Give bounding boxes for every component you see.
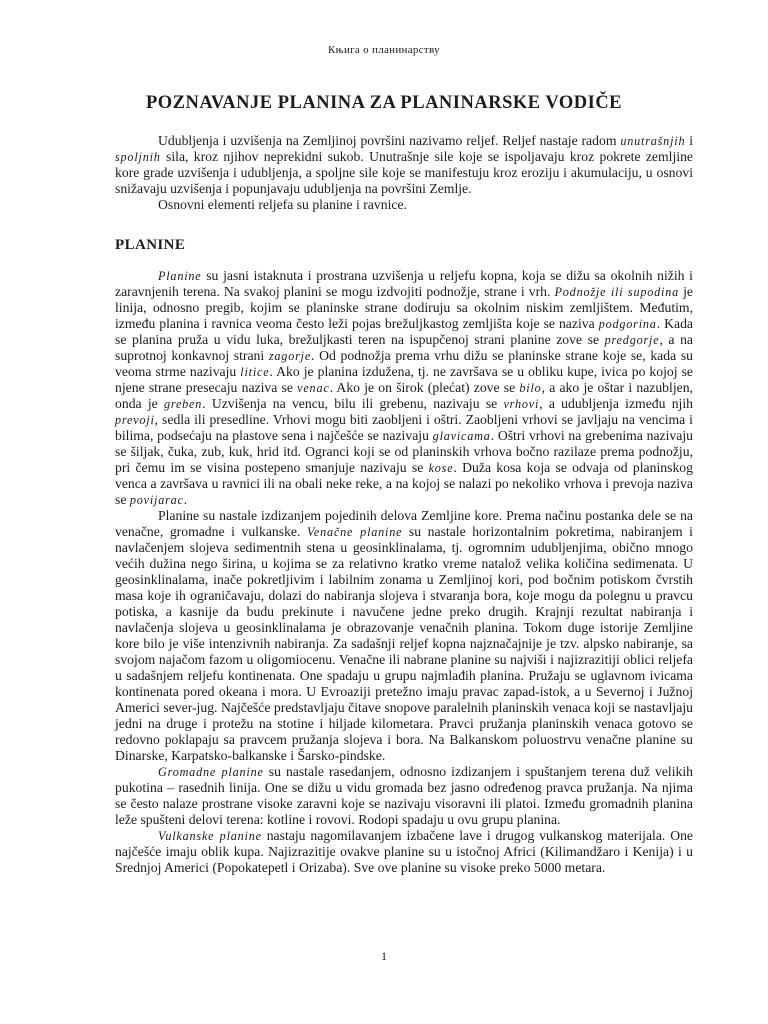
italic-term: vrhovi [503,397,540,411]
text-run: . Od podnožja prema vrhu dižu se planinske strane koje se, kada su veoma strme nazivaju [115,348,693,379]
italic-term: spoljnih [115,150,161,164]
text-run: . Ako je on širok (plećat) zove se [329,380,520,395]
text-run: . Uzvišenja na vencu, bilu ili grebenu, nazivaju se [202,396,504,411]
italic-term: povijarac [129,493,184,507]
italic-term: Gromadne planine [158,765,264,779]
text-run: i [685,133,693,148]
text-run: je linija, odnosno pregib, kojim se planinske strane dodiruju sa okolnim niskim zemljištem. Međutim, između planina i ravnica veoma često leži pojas brežuljkastog zemljišta koje se naziva [115,284,693,331]
italic-term: Podnožje ili supodina [554,285,680,299]
italic-term: Planine [158,269,202,283]
italic-term: prevoji [115,413,155,427]
text-run: su jasni istaknuta i prostrana uzvišenja u reljefu kopna, koja se dižu sa okolnih nižih i zaravnjenih terena. Na svakoj planini se mogu izdvojiti podnožje, strane i vrh. [115,268,693,299]
text-run: nastaju nagomilavanjem izbačene lave i drugog vulkanskog materijala. One najčešće imaju oblik kupa. Najizrazitije ovakve planine su u istočnoj Africi (Kilimandžaro i Kenija) i u Srednjoj Americi (Popokatepetl i Orizaba). Sve ove planine su visoke preko 5000 metara. [115,828,693,875]
intro-paragraph-1 [115,133,693,197]
text-run: , sedla ili presedline. Vrhovi mogu biti zaobljeni i oštri. Zaobljeni vrhovi se javljaju na vencima i bilima, podsećaju na plastove sena i najčešće se nazivaju [115,412,693,443]
planine-paragraph-1 [115,268,693,508]
text-run: , a na suprotnoj konkavnoj strani [115,332,693,363]
italic-term: bilo [519,381,542,395]
italic-term: unutrašnjih [620,134,686,148]
section-heading: PLANINE [115,237,186,253]
italic-term: glavicama [432,429,491,443]
italic-term: zagorje [268,349,312,363]
intro-paragraph-2 [115,197,693,213]
intro-block [115,133,693,213]
planine-paragraph-4 [115,828,693,876]
planine-paragraph-3 [115,764,693,828]
text-run: . Duža kosa koja se odvaja od planinskog venca a završava u ravnici ili na obali neke reke, a na kojoj se nalazi po nekoliko vrhova i prevoja naziva se [115,460,693,507]
document-title: POZNAVANJE PLANINA ZA PLANINARSKE VODIČE [145,93,623,113]
italic-term: predgorje [604,333,660,347]
italic-term: Venačne planine [306,525,403,539]
text-run: su nastale horizontalnim pokretima, nabiranjem i navlačenjem slojeva sedimentnih stena u geosinklinalama, tj. ogromnim udubljenjima, obično mnogo većih dužina nego širina, u kojima se za relativno kratko vreme natalož velika količina sedimenata. U geosinklinalama, inače pokretljivim i labilnim zonama u Zemljinoj kori, pod bočnim potiskom čvrstih masa koje ih ograničavaju, dolazi do nabiranja slojeva i stvaranja bora, koje mogu da polegnu u pravcu potiska, a kasnije da budu prekinute i navučene jedne preko drugih. Krajnji rezultat nabiranja i navlačenja slojeva u geosinklinalama je obrazovanje venačnih planina. Tokom duge istorije Zemljine kore bilo je više intenzivnih nabiranja. Za sadašnji reljef kopna najznačajnije je tzv. alpsko nabiranje, sa svojom najačom fazom u oligomiocenu. Venačne ili nabrane planine su najviši i najizrazitiji oblici reljefa u sadašnjem reljefu kontinenata. One spadaju u grupu najmlađih planina. Pružaju se uglavnom ivicama kontinenata pored okeana i mora. U Evroaziji pretežno imaju pravac zapad-istok, a u Severnoj i Južnoj Americi sever-jug. Najčešće predstavljaju čitave snopove paralelnih planinskih venaca koji se nastavljaju jedni na druge i protežu na stotine i hiljade kilometara. Pravci pružanja planinskih venaca gotovo se redovno poklapaju sa pravcem pružanja slojeva i bora. Na Balkanskom poluostrvu venačne planine su Dinarske, Karpatsko-balkanske i Šarsko-pindske. [115,524,693,763]
text-run: Planine su nastale izdizanjem pojedinih delova Zemljine kore. Prema načinu postanka dele se na venačne, gromadne i vulkanske. [115,508,693,539]
italic-term: kose [428,461,454,475]
text-run: . [183,492,188,507]
italic-term: venac [297,381,330,395]
planine-section-body [115,268,693,876]
text-run: , a ako je oštar i nazubljen, onda je [115,380,693,411]
italic-term: litice [240,365,270,379]
text-run: sila, kroz njihov neprekidni sukob. Unutrašnje sile koje se ispoljavaju kroz pokrete zemljine kore grade uzvišenja i udubljenja, a spoljne sile koje se manifestuju kroz eroziju i akumulaciju, u osnovi snižavaju uzvišenja i popunjavaju udubljenja na površini Zemlje. [115,149,693,196]
running-header: Књига о планинарству [328,44,440,56]
italic-term: Vulkanske planine [158,829,262,843]
text-run: su nastale rasedanjem, odnosno izdizanjem i spuštanjem terena duž velikih pukotina – rasednih linija. One se dižu u vidu gromada bez jasno određenog pravca pružanja. Na njima se često nalaze prostrane visoke zaravni koje se nazivaju visoravni ili platoi. Između gromadnih planina leže spušteni delovi terena: kotline i rovovi. Rodopi spadaju u ovu grupu planina. [115,764,693,827]
text-run: Osnovni elementi reljefa su planine i ravnice. [158,197,407,212]
page-number: 1 [381,949,387,963]
text-run: . Ako je planina izdužena, tj. ne završava se u obliku kupe, ivica po kojoj se njene strane presecaju naziva se [115,364,693,395]
italic-term: podgorina [598,317,657,331]
text-run: Udubljenja i uzvišenja na Zemljinoj površini nazivamo reljef. Reljef nastaje radom [158,133,621,148]
italic-term: greben [163,397,203,411]
text-run: . Oštri vrhovi na grebenima nazivaju se šiljak, čuka, zub, kuk, hrid itd. Ogranci koji se od planinskih vrhova bočno razilaze prema podnožju, pri čemu im se visina postepeno smanjuje nazivaju se [115,428,693,475]
planine-paragraph-2 [115,508,693,764]
text-run: , a udubljenja između njih [539,396,693,411]
text-run: . Kada se planina pruža u vidu luka, brežuljkasti teren na ispupčenoj strani planine zove se [115,316,693,347]
